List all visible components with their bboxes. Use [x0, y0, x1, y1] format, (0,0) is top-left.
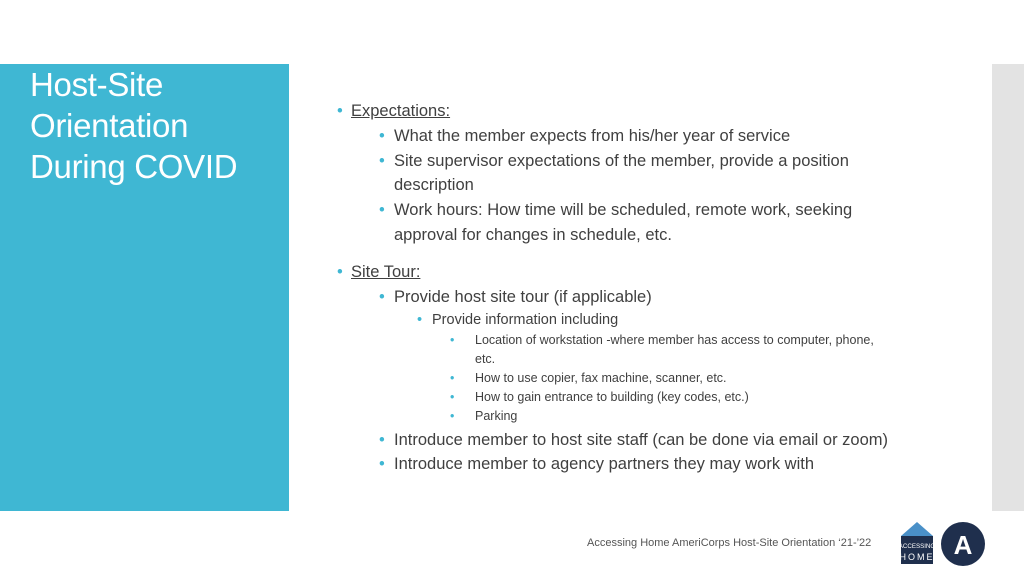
bullet-provide-tour	[379, 288, 652, 307]
bullet-dot: •	[450, 333, 455, 347]
site-tour-sub-item-4: Parking	[475, 409, 518, 423]
bullet-entrance	[450, 390, 749, 404]
site-tour-item-2: Introduce member to host site staff (can be done via email or zoom)	[394, 431, 889, 449]
site-tour-sub-item-2: How to use copier, fax machine, scanner, etc.	[475, 371, 727, 385]
logo-text-top: ACCESSING	[898, 543, 936, 550]
bullet-parking	[450, 409, 518, 423]
bullet-dot: •	[417, 312, 423, 328]
bullet-dot: •	[379, 455, 385, 473]
bullet-site-tour	[337, 263, 421, 282]
bullet-dot: •	[379, 431, 385, 449]
bullet-dot: •	[337, 102, 343, 120]
bullet-introduce-staff	[379, 431, 889, 450]
expectations-item-1: What the member expects from his/her year of service	[394, 127, 791, 145]
bullet-supervisor-continuation	[394, 176, 474, 195]
bullet-supervisor-expectations	[379, 152, 849, 171]
site-tour-heading: Site Tour:	[351, 263, 421, 281]
expectations-item-2: Site supervisor expectations of the member, provide a position	[394, 152, 849, 170]
site-tour-sub-item-3: How to gain entrance to building (key codes, etc.)	[475, 390, 749, 404]
logo-text-bottom: HOME	[899, 552, 935, 562]
title-line-1: Host-Site	[30, 66, 164, 103]
bullet-dot: •	[337, 263, 343, 281]
expectations-heading: Expectations:	[351, 102, 451, 120]
footer-text: Accessing Home AmeriCorps Host-Site Orientation ‘21-’22	[587, 537, 872, 549]
bullet-work-hours	[379, 201, 853, 220]
title-line-3: During COVID	[30, 148, 238, 185]
house-roof-icon	[901, 522, 933, 536]
expectations-item-3-cont: approval for changes in schedule, etc.	[394, 226, 672, 244]
expectations-item-3: Work hours: How time will be scheduled, remote work, seeking	[394, 201, 853, 219]
americorps-letter: A	[953, 530, 973, 560]
bullet-dot: •	[450, 409, 455, 423]
title-line-2: Orientation	[30, 107, 189, 144]
bullet-dot: •	[379, 288, 385, 306]
bullet-introduce-partners	[379, 455, 815, 474]
accessing-home-logo	[897, 520, 937, 566]
bullet-dot: •	[379, 152, 385, 170]
site-tour-sub-item-1-cont: etc.	[475, 352, 496, 366]
site-tour-sub-heading: Provide information including	[432, 312, 619, 328]
bullet-work-hours-continuation	[394, 226, 672, 245]
bullet-dot: •	[379, 127, 385, 145]
expectations-item-2-cont: description	[394, 176, 474, 194]
bullet-dot: •	[379, 201, 385, 219]
americorps-logo	[940, 521, 986, 567]
bullet-workstation-continuation	[475, 352, 495, 366]
bullet-provide-information	[417, 312, 619, 328]
bullet-workstation	[450, 333, 874, 347]
site-tour-item-1: Provide host site tour (if applicable)	[394, 288, 652, 306]
site-tour-sub-item-1: Location of workstation -where member has access to computer, phone,	[475, 333, 874, 347]
bullet-expectations	[337, 102, 451, 121]
bullet-dot: •	[450, 371, 455, 385]
site-tour-item-3: Introduce member to agency partners they may work with	[394, 455, 815, 473]
bullet-dot: •	[450, 390, 455, 404]
bullet-member-expects	[379, 127, 791, 146]
bullet-copier	[450, 371, 727, 385]
